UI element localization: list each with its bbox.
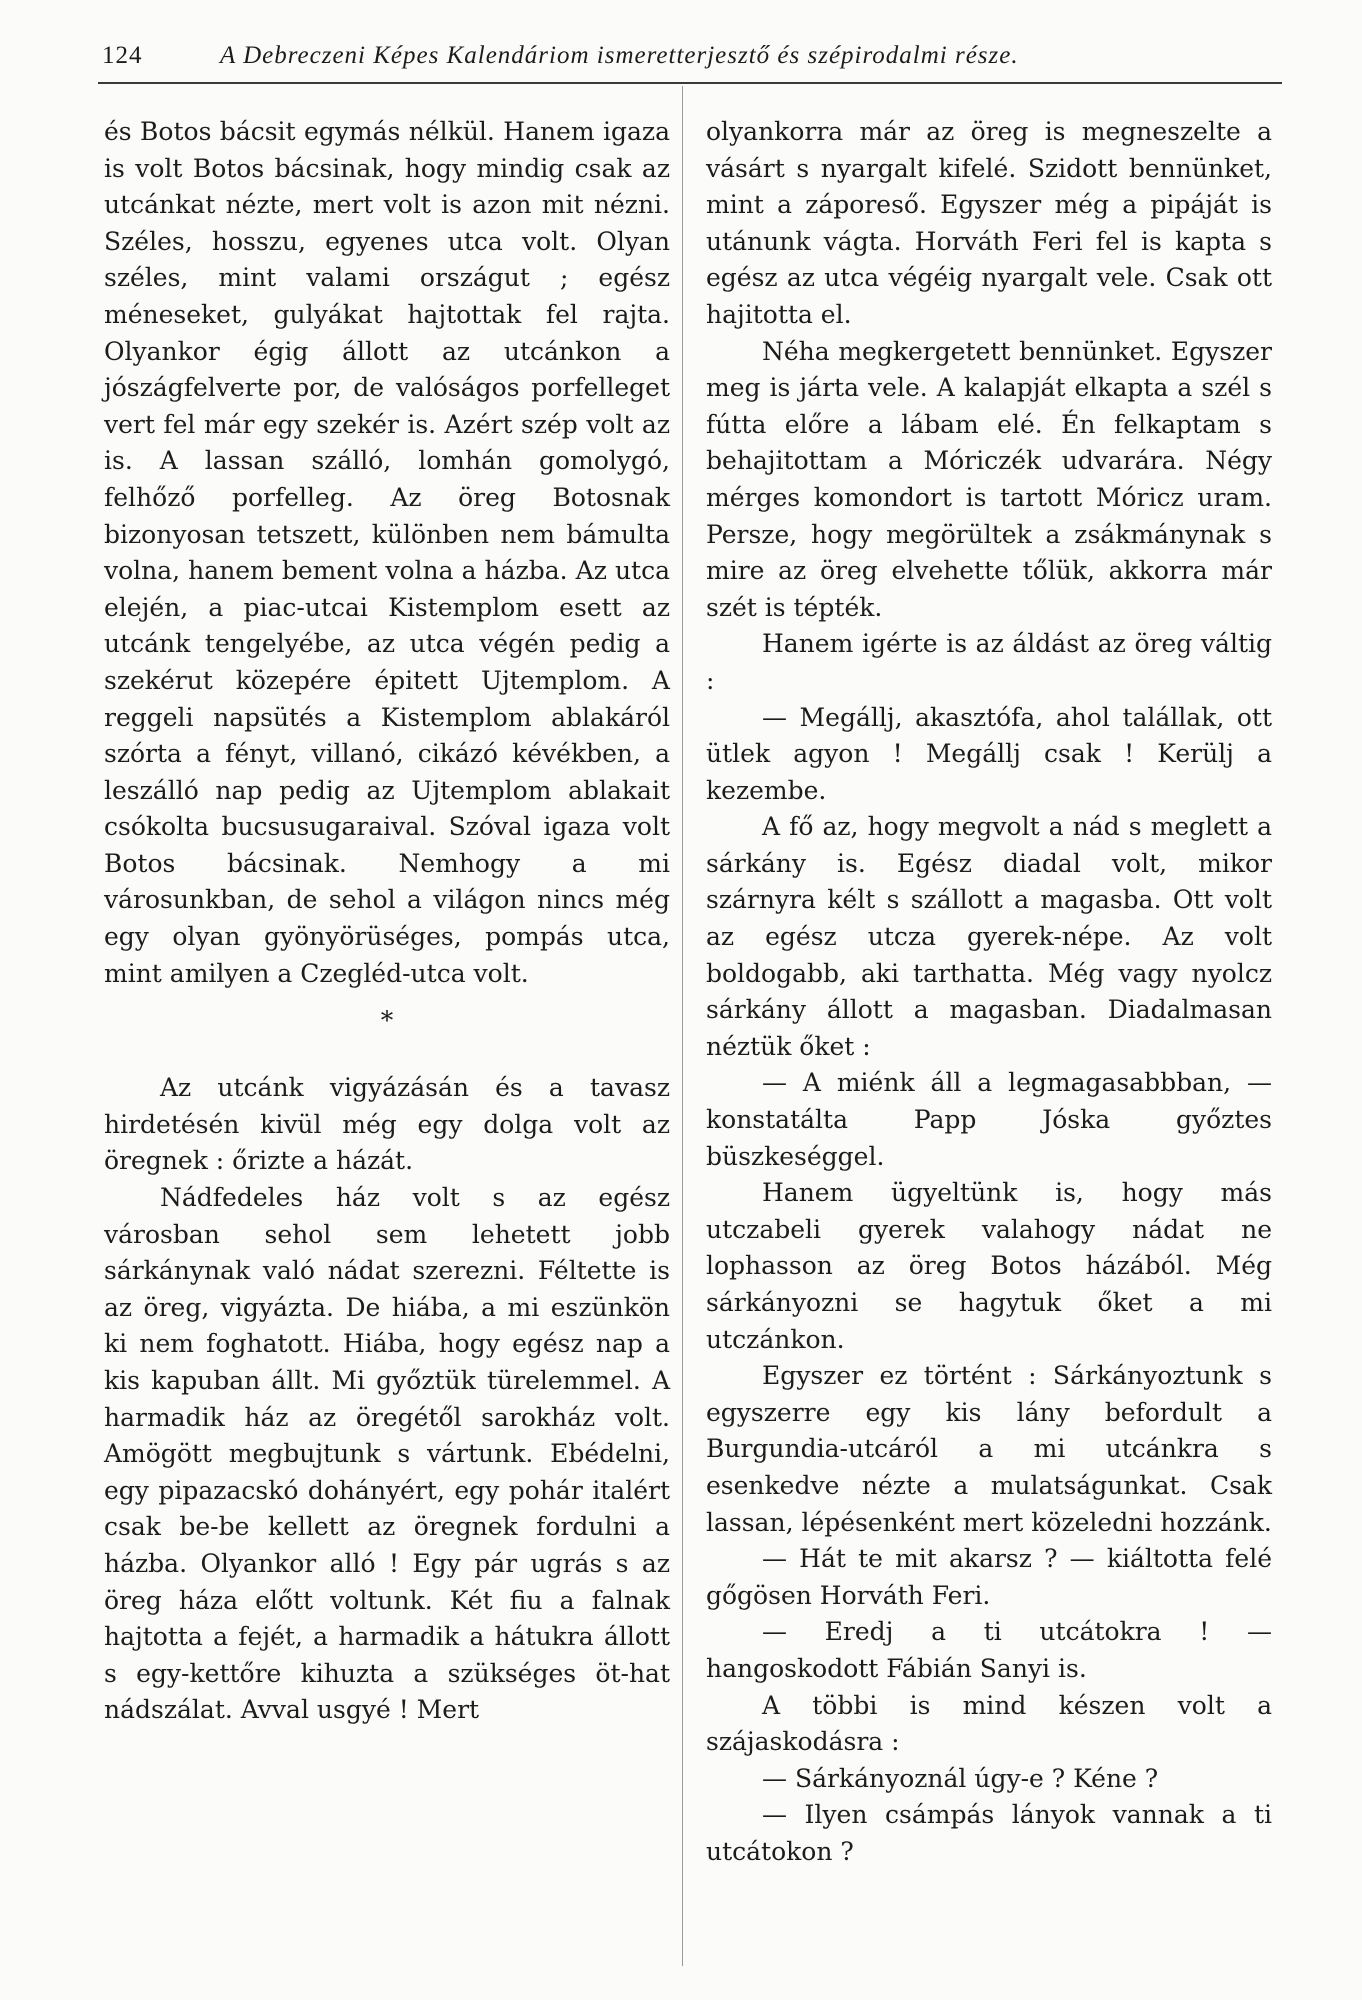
paragraph: A többi is mind készen volt a szájaskodásra : — [706, 1690, 1272, 1757]
page-header — [100, 42, 1280, 82]
running-title: A Debreczeni Képes Kalendáriom ismeretterjesztő és szépirodalmi része. — [220, 42, 1019, 69]
dialogue-line: — Ilyen csámpás lányok vannak a ti utcátokon ? — [706, 1800, 1272, 1866]
paragraph: Hanem ügyeltünk is, hogy más utczabeli gyerek valahogy nádat ne lophasson az öreg Botos házából. Még sárkányozni se hagytuk őket a mi utczánkon. — [706, 1178, 1272, 1354]
left-column — [104, 114, 670, 1729]
paragraph: olyankorra már az öreg is megneszelte a vásárt s nyargalt kifelé. Szidott bennünket, mint a záporeső. Egyszer még a pipáját is utánunk vágta. Horváth Feri fel is kapta s egész az utca végéig nyargalt vele. Csak ott hajitotta el. — [706, 117, 1272, 329]
column-divider — [682, 86, 683, 1966]
dialogue-line: — Sárkányoznál úgy-e ? Kéne ? — [762, 1763, 1159, 1793]
paragraph: Egyszer ez történt : Sárkányoztunk s egyszerre egy kis lány befordult a Burgundia-utcáról a mi utcánkra s esenkedve nézte a mulatságunkat. Csak lassan, lépésenként mert közeledni hozzánk. — [706, 1361, 1272, 1537]
paragraph: Hanem igérte is az áldást az öreg váltig : — [706, 629, 1272, 695]
dialogue-line: — Megállj, akasztófa, ahol talállak, ott ütlek agyon ! Megállj csak ! Kerülj a kezembe. — [706, 702, 1272, 805]
paragraph: Néha megkergetett bennünket. Egyszer meg is járta vele. A kalapját elkapta a szél s fútta előre a lábam elé. Én felkaptam s behajitottam a Móriczék udvarára. Négy mérges komondort is tartott Móricz uram. Persze, hogy megörültek a zsákmánynak s mire az öreg elvehette tőlük, akkorra már szét is tépték. — [706, 336, 1272, 622]
header-rule — [98, 82, 1282, 84]
dialogue-line: — A miénk áll a legmagasabbban, — konstatálta Papp Jóska győztes büszkeséggel. — [706, 1068, 1272, 1171]
dialogue-line: — Hát te mit akarsz ? — kiáltotta felé gőgösen Horváth Feri. — [706, 1544, 1272, 1610]
right-column — [706, 114, 1272, 1871]
paragraph: A fő az, hogy megvolt a nád s meglett a sárkány is. Egész diadal volt, mikor szárnyra kélt s szállott a magasba. Ott volt az egész utcza gyerek-népe. Az volt boldogabb, aki tarthatta. Még vagy nyolcz sárkány állott a magasban. Diadalmasan néztük őket : — [706, 812, 1272, 1061]
section-break-asterisk: * — [380, 1006, 394, 1036]
paragraph: Az utcánk vigyázásán és a tavasz hirdetésén kivül még egy dolga volt az öregnek : őrizte a házát. — [104, 1073, 670, 1176]
dialogue-line: — Eredj a ti utcátokra ! — hangoskodott Fábián Sanyi is. — [706, 1617, 1272, 1683]
paragraph: és Botos bácsit egymás nélkül. Hanem igaza is volt Botos bácsinak, hogy mindig csak az utcánkat nézte, mert volt is azon mit nézni. Széles, hosszu, egyenes utca volt. Olyan széles, mint valami országut ; egész méneseket, gulyákat hajtottak fel rajta. Olyankor égig állott az utcánkon a jószágfelverte por, de valóságos porfelleget vert fel már egy szekér is. Azért szép volt az is. A lassan szálló, lomhán gomolygó, felhőző porfelleg. Az öreg Botosnak bizonyosan tetszett, különben nem bámulta volna, hanem bement volna a házba. Az utca elején, a piac-utcai Kistemplom esett az utcánk tengelyébe, az utca végén pedig a szekérut közepére épitett Ujtemplom. A reggeli napsütés a Kistemplom ablakáról szórta a fényt, villanó, cikázó kévékben, a leszálló nap pedig az Ujtemplom ablakait csókolta bucsusugaraival. Szóval igaza volt Botos bácsinak. Nemhogy a mi városunkban, de sehol a világon nincs még egy olyan gyönyörüséges, pompás utca, mint amilyen a Czegléd-utca volt. — [104, 117, 670, 988]
paragraph: Nádfedeles ház volt s az egész városban sehol sem lehetett jobb sárkánynak való nádat szerezni. Féltette is az öreg, vigyázta. De hiába, a mi eszünkön ki nem foghatott. Hiába, hogy egész nap a kis kapuban állt. Mi győztük türelemmel. A harmadik ház az öregétől sarokház volt. Amögött megbujtunk s vártunk. Ebédelni, egy pipazacskó dohányért, egy pohár italért csak be-be kellett az öregnek fordulni a házba. Olyankor alló ! Egy pár ugrás s az öreg háza előtt voltunk. Két fiu a falnak hajtotta a fejét, a harmadik a hátukra állott s egy-kettőre kihuzta a szükséges öt-hat nádszálat. Avval usgyé ! Mert — [104, 1183, 670, 1725]
page-number: 124 — [102, 42, 143, 69]
